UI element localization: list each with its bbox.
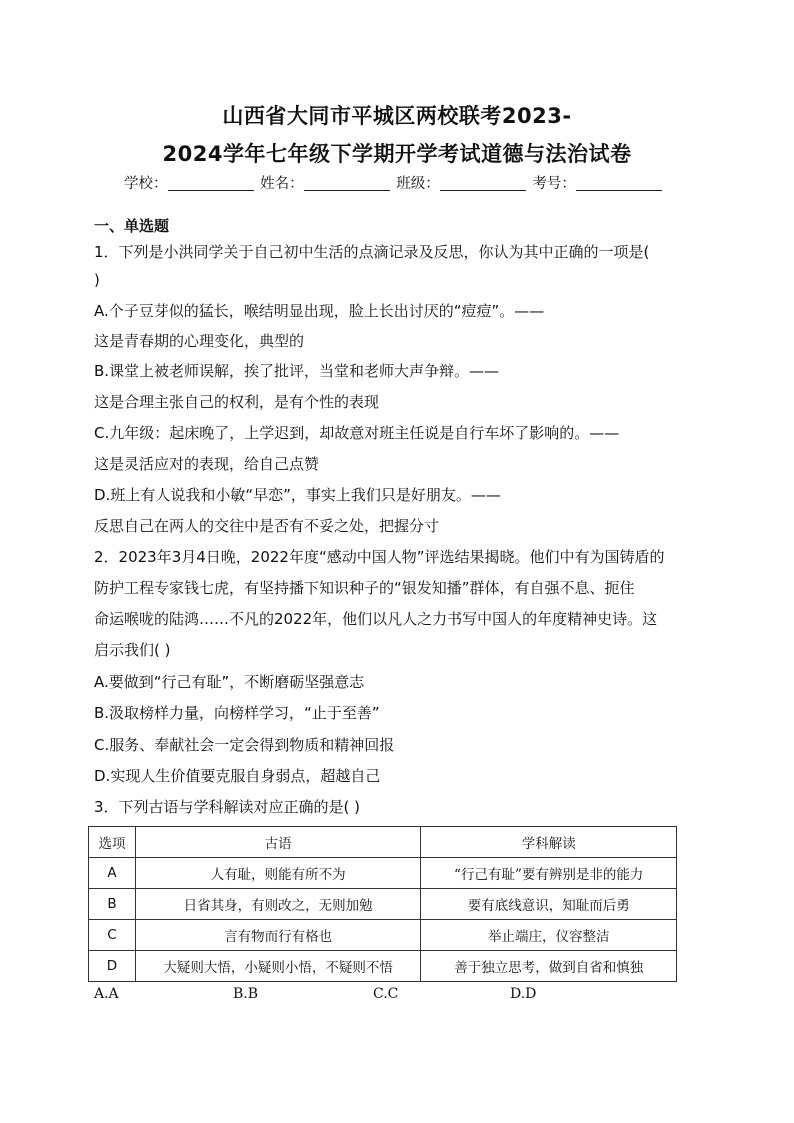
q1-option-c-line2: 这是灵活应对的表现，给自己点赞: [94, 455, 320, 473]
table-row: [89, 951, 677, 982]
table-row: [89, 858, 677, 889]
q2-stem-line3: 命运喉咙的陆鸿……不凡的2022年，他们以凡人之力书写中国人的年度精神史诗。这: [94, 610, 658, 628]
class-blank: [440, 176, 526, 191]
table-header-row: [89, 827, 677, 858]
table-cell-interpretation: 举止端庄，仪容整洁: [421, 920, 677, 951]
q1-option-c-line1: C.九年级：起床晚了，上学迟到，却故意对班主任说是自行车坏了影响的。——: [94, 424, 620, 442]
table-cell-saying: 人有耻，则能有所不为: [135, 858, 420, 889]
q3-option-c: C.C: [373, 986, 399, 1002]
table-header-ancient-saying: 古语: [135, 827, 420, 858]
table-cell-saying: 言有物而行有格也: [135, 920, 420, 951]
table-cell-option: A: [89, 858, 136, 889]
q2-option-d: D.实现人生价值要克服自身弱点，超越自己: [94, 767, 381, 785]
table-header-interpretation: 学科解读: [421, 827, 677, 858]
table-row: [89, 889, 677, 920]
q1-option-a-line1: A.个子豆芽似的猛长，喉结明显出现，脸上长出讨厌的“痘痘”。——: [94, 302, 545, 320]
table-cell-interpretation: “行己有耻”要有辨别是非的能力: [421, 858, 677, 889]
name-label: 姓名：: [260, 176, 304, 192]
q3-stem: 3．下列古语与学科解读对应正确的是( ): [94, 798, 361, 816]
q2-stem-line2: 防护工程专家钱七虎，有坚持播下知识种子的“银发知播”群体，有自强不息、扼住: [94, 579, 635, 597]
q2-option-c: C.服务、奉献社会一定会得到物质和精神回报: [94, 736, 395, 754]
q2-stem-line1: 2．2023年3月4日晚，2022年度“感动中国人物”评选结果揭晓。他们中有为国铸盾的: [94, 548, 665, 566]
q2-option-b: B.汲取榜样力量，向榜样学习，“止于至善”: [94, 704, 380, 722]
q2-option-a: A.要做到“行己有耻”，不断磨砺坚强意志: [94, 673, 365, 691]
q1-option-a-line2: 这是青春期的心理变化，典型的: [94, 332, 305, 350]
table-cell-interpretation: 要有底线意识，知耻而后勇: [421, 889, 677, 920]
school-label: 学校：: [124, 176, 168, 192]
section-heading: 一、单选题: [94, 217, 170, 235]
table-cell-saying: 日省其身，有则改之，无则加勉: [135, 889, 420, 920]
school-blank: [168, 176, 254, 191]
q3-option-b: B.B: [233, 986, 259, 1002]
table-header-option: 选项: [89, 827, 136, 858]
table-cell-interpretation: 善于独立思考，做到自省和慎独: [421, 951, 677, 982]
q1-option-b-line1: B.课堂上被老师误解，挨了批评，当堂和老师大声争辩。——: [94, 362, 500, 380]
table-cell-option: B: [89, 889, 136, 920]
class-label: 班级：: [396, 176, 440, 192]
exam-title-line2: 2024学年七年级下学期开学考试道德与法治试卷: [162, 142, 632, 166]
q1-option-b-line2: 这是合理主张自己的权利，是有个性的表现: [94, 393, 380, 411]
q3-option-d: D.D: [510, 986, 537, 1002]
exam-number-label: 考号：: [532, 176, 576, 192]
table-cell-option: D: [89, 951, 136, 982]
name-blank: [304, 176, 390, 191]
q1-option-d-line1: D.班上有人说我和小敏“早恋”，事实上我们只是好朋友。——: [94, 486, 501, 504]
q3-table: [88, 826, 677, 982]
table-cell-option: C: [89, 920, 136, 951]
q1-stem-line2: ): [94, 271, 100, 289]
q1-stem-line1: 1．下列是小洪同学关于自己初中生活的点滴记录及反思，你认为其中正确的一项是(: [94, 243, 650, 261]
q2-stem-line4: 启示我们( ): [94, 641, 171, 659]
student-info-line: [124, 172, 664, 193]
q3-option-a: A.A: [94, 986, 119, 1002]
q1-option-d-line2: 反思自己在两人的交往中是否有不妥之处，把握分寸: [94, 517, 440, 535]
table-row: [89, 920, 677, 951]
exam-title-line1: 山西省大同市平城区两校联考2023-: [222, 104, 572, 128]
table-cell-saying: 大疑则大悟，小疑则小悟，不疑则不悟: [135, 951, 420, 982]
exam-number-blank: [576, 176, 662, 191]
